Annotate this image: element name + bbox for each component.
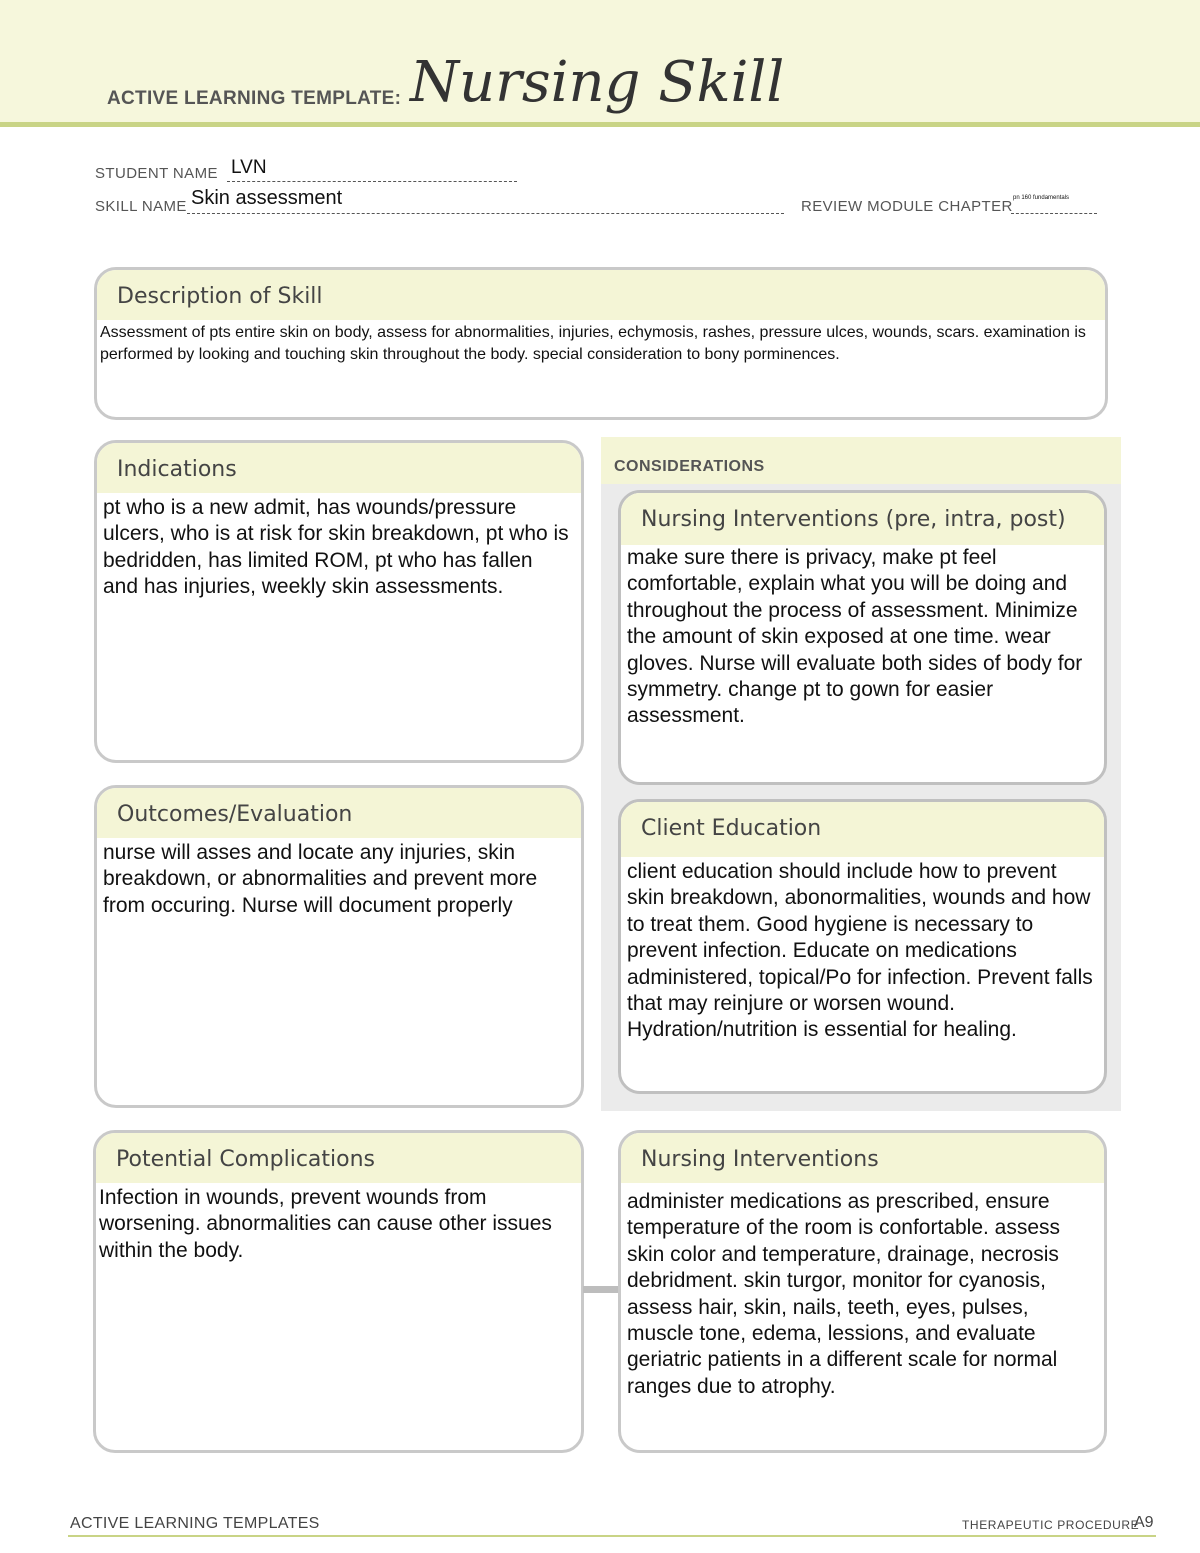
description-title: Description of Skill [117,284,323,309]
student-name-field[interactable]: LVN [231,157,267,178]
review-module-label: REVIEW MODULE CHAPTER [801,198,1013,215]
page-number: A9 [1134,1514,1154,1531]
considerations-label: CONSIDERATIONS [614,458,765,475]
skill-name-label: SKILL NAME [95,198,187,215]
description-card-header [97,270,1105,320]
nursing-interventions-header [621,1133,1104,1183]
footer-left: ACTIVE LEARNING TEMPLATES [70,1515,320,1532]
nursing-interventions-card [618,1130,1107,1453]
student-name-label: STUDENT NAME [95,165,218,182]
complications-card-header [96,1133,581,1183]
client-education-text[interactable]: client education should include how to prevent skin breakdown, abonormalities, wounds and how to treat them. Good hygiene is necessary to prevent infection. Educate on medications administered, topical/Po for infection. Prevent falls that may reinjure or worsen wound. Hydration/nutrition is essential for healing. [627,860,1093,1042]
indications-title: Indications [117,457,237,482]
skill-name-field[interactable]: Skin assessment [191,187,343,209]
indications-text[interactable]: pt who is a new admit, has wounds/pressure ulcers, who is at risk for skin breakdown, pt who is bedridden, has limited ROM, pt who has fallen and has injuries, weekly skin assessments. [103,496,569,599]
description-card [94,267,1108,420]
student-name-line [227,181,517,182]
outcomes-text[interactable]: nurse will asses and locate any injuries, skin breakdown, or abnormalities and prevent more from occuring. Nurse will document properly [103,841,538,917]
footer-rule [68,1535,1156,1537]
complications-card [93,1130,584,1453]
page-title: Nursing Skill [410,50,785,115]
client-education-title: Client Education [641,816,822,841]
outcomes-card [94,785,584,1108]
nursing-interventions-ppp-title: Nursing Interventions (pre, intra, post) [641,507,1066,532]
indications-card [94,440,584,763]
client-education-card [618,799,1107,1094]
description-text[interactable]: Assessment of pts entire skin on body, assess for abnormalities, injuries, echymosis, rashes, pressure ulces, wounds, scars. examination is performed by looking and touching skin throughout the body. special consideration to bony porminences. [100,324,1086,363]
review-module-field[interactable]: pn 160 fundamentals [1013,195,1070,201]
nursing-interventions-text[interactable]: administer medications as prescribed, ensure temperature of the room is confortable. assess skin color and temperature, drainage, necrosis debridment. skin turgor, monitor for cyanosis, assess hair, skin, nails, teeth, eyes, pulses, muscle tone, edema, lessions, and evaluate geriatric patients in a different scale for normal ranges due to atrophy. [627,1190,1061,1398]
template-label: ACTIVE LEARNING TEMPLATE: [107,88,402,109]
complications-text[interactable]: Infection in wounds, prevent wounds from worsening. abnormalities can cause other issues within the body. [99,1186,552,1262]
outcomes-title: Outcomes/Evaluation [117,802,353,827]
outcomes-card-header [97,788,581,838]
complications-title: Potential Complications [116,1147,375,1172]
indications-card-header [97,443,581,493]
nursing-interventions-ppp-text[interactable]: make sure there is privacy, make pt feel comfortable, explain what you will be doing and throughout the process of assessment. Minimize the amount of skin exposed at one time. wear gloves. Nurse will evaluate both sides of body for symmetry. change pt to gown for easier assessment. [627,546,1083,728]
connector-bar [583,1286,620,1293]
header-rule [0,122,1200,127]
client-education-header [621,802,1104,857]
nursing-interventions-ppp-header [621,493,1104,545]
review-module-line [1011,213,1097,214]
nursing-interventions-title: Nursing Interventions [641,1147,879,1172]
skill-name-line [187,213,784,214]
footer-right: THERAPEUTIC PROCEDURE [962,1518,1140,1532]
nursing-interventions-ppp-card [618,490,1107,785]
